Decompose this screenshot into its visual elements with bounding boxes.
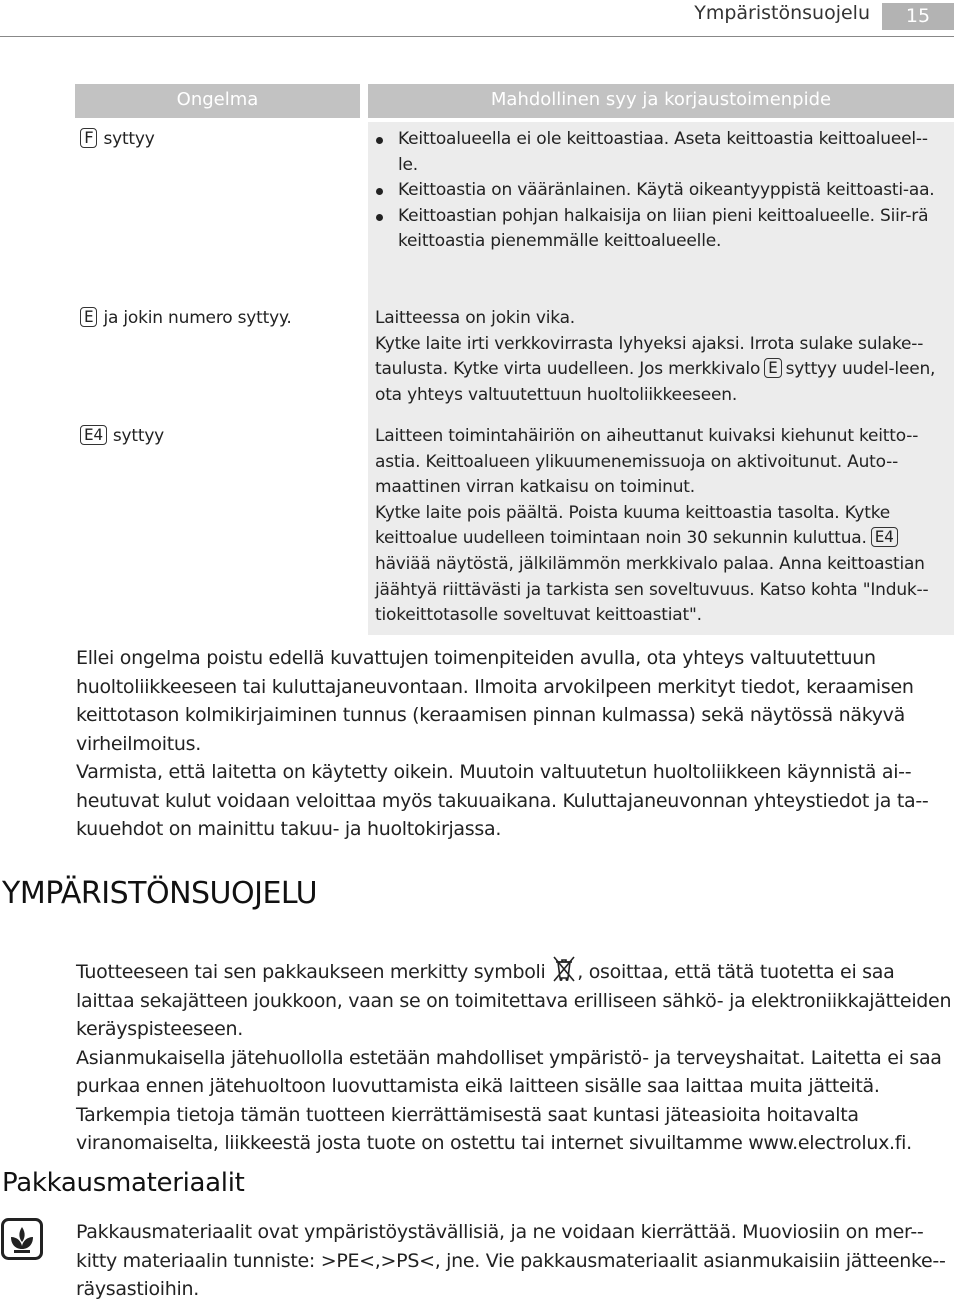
problem-text: syttyy [112,426,165,446]
table-header-problem: Ongelma [75,84,360,118]
display-code-e: E [80,307,97,327]
problem-text: syttyy [103,129,155,149]
cause-bullet: Keittoastian pohjan halkaisija on liian pieni keittoalueelle. Siir-rä keittoastia pienemmälle keittoalueelle. [375,204,935,255]
page-header-title: Ympäristönsuojelu [694,2,870,24]
display-code-f: F [80,128,97,148]
recycling-packaging-icon [1,1218,43,1260]
paragraph: Tarkempia tietoja tämän tuotteen kierrättämisestä saat kuntasi jäteasioita hoitavalta viranomaiselta, liikkeestä josta tuote on ostettu tai internet sivuiltamme www.electrolux.fi. [76,1103,912,1154]
problem-text: ja jokin numero syttyy. [103,308,292,328]
cause-text: Laitteen toimintahäiriön on aiheuttanut kuivaksi kiehunut keitto-astia. Keittoalueen ylikuumenemissuoja on aktivoitunut. Auto-maattinen virran katkaisu on toiminut. [375,426,919,498]
section-heading-packaging: Pakkausmateriaalit [2,1168,245,1198]
paragraph: Ellei ongelma poistu edellä kuvattujen toimenpiteiden avulla, ota yhteys valtuutettuun huoltoliikkeeseen tai kuluttajaneuvontaan. Ilmoita arvokilpeen merkityt tiedot, keraamisen keittotason kolmikirjaiminen tunnus (keraamisen pinnan kulmassa) sekä näytössä näkyvä virheilmoitus. [76,647,914,755]
table-row-cause [375,306,937,408]
section-heading-environment: YMPÄRISTÖNSUOJELU [2,876,318,911]
table-row-problem [80,306,360,332]
paragraph: Tuotteeseen tai sen pakkaukseen merkitty symboli , osoittaa, että tätä tuotetta ei saa laittaa sekajätteen joukkoon, vaan se on toimitettava erilliseen sähkö- ja elektroniikkajätteiden keräyspisteeseen. [76,956,954,1044]
packaging-text [76,1218,954,1304]
cause-text: Laitteessa on jokin vika. [375,308,575,328]
display-code-e: E [764,358,781,378]
header-divider [0,36,954,37]
table-header-cause: Mahdollinen syy ja korjaustoimenpide [368,84,954,118]
cause-bullet: Keittoastia on vääränlainen. Käytä oikeantyyppistä keittoasti-aa. [375,178,935,204]
table-row-problem [80,127,360,153]
cause-text: Kytke laite pois päältä. Poista kuuma keittoastia tasolta. Kytke keittoalue uudelleen toimintaan noin 30 sekunnin kuluttua. E4häviää näytöstä, jälkilämmön merkkivalo palaa. Anna keittoastian jäähtyä riittävästi ja tarkista sen soveltuvuus. Katso kohta "Induk-tiokeittotasolle soveltuvat keittoastiat". [375,502,929,626]
table-row-cause [375,424,937,629]
service-paragraphs [76,644,954,844]
table-row-cause [375,127,935,255]
display-code-e4: E4 [80,425,107,445]
weee-crossed-bin-icon [553,956,575,982]
cause-bullet: Keittoalueella ei ole keittoastiaa. Aseta keittoastia keittoalueel-le. [375,127,935,178]
cause-text: Kytke laite irti verkkovirrasta lyhyeksi ajaksi. Irrota sulake sulake-taulusta. Kytke virta uudelleen. Jos merkkivalo E syttyy uudel-leen, ota yhteys valtuutettuun huoltoliikkeeseen. [375,333,936,405]
table-row-problem [80,424,360,450]
paragraph: Varmista, että laitetta on käytetty oikein. Muutoin valtuutetun huoltoliikkeen käynnistä ai-heutuvat kulut voidaan veloittaa myös takuuaikana. Kuluttajaneuvonnan yhteystiedot ja ta-kuuehdot on mainittu takuu- ja huoltokirjassa. [76,761,929,840]
paragraph: Asianmukaisella jätehuollolla estetään mahdolliset ympäristö- ja terveyshaitat. Laitetta ei saa purkaa ennen jätehuoltoon luovuttamista eikä laitteen sisälle saa laittaa muita jätteitä. [76,1046,942,1097]
paragraph: Pakkausmateriaalit ovat ympäristöystävällisiä, ja ne voidaan kierrättää. Muoviosiin on mer-kitty materiaalin tunniste: >PE<,>PS<, jne. Vie pakkausmateriaalit asianmukaisiin jätteenke-räysastioihin. [76,1221,946,1300]
display-code-e4: E4 [871,527,898,547]
page-number: 15 [882,3,954,30]
environment-paragraphs [76,956,954,1158]
